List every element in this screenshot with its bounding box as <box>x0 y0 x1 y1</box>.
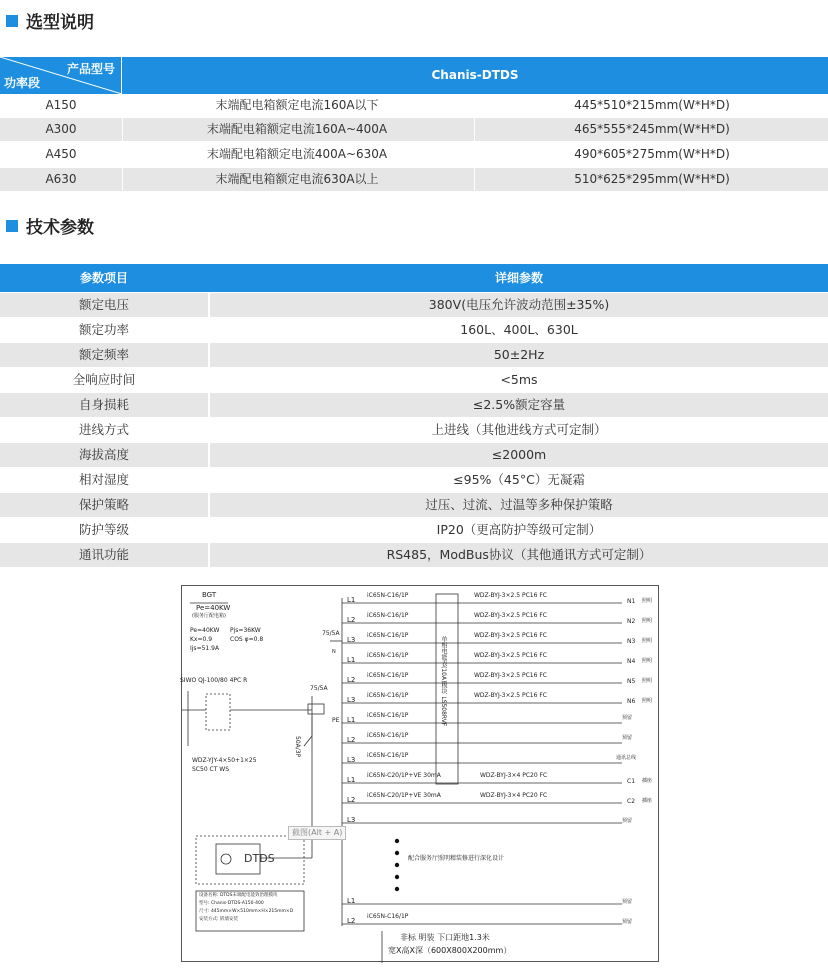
breaker-label: iC65N-C16/1P <box>367 692 409 699</box>
table-row <box>0 443 828 467</box>
pe-note: (服务厅配电箱) <box>192 613 226 619</box>
cable-label: WDZ-BYJ-3×2.5 PC16 FC <box>474 692 547 699</box>
param-value: 160L、400L、630L <box>460 322 578 337</box>
phase-label: L2 <box>347 917 356 925</box>
screenshot-hint-overlay: 截图(Alt + A) <box>288 826 346 840</box>
desc-cell: 末端配电箱额定电流160A~400A <box>206 122 388 136</box>
power-cell: A300 <box>45 122 77 136</box>
main-switch-label: SIWO QJ-100/80 4PC R <box>180 677 248 684</box>
phase-label: L3 <box>347 756 356 764</box>
circuit-label: N4 <box>627 658 636 665</box>
incoming-cable-label: WDZ-YJY-4×50+1×25 <box>192 757 257 764</box>
use-label: 插座 <box>642 798 653 804</box>
pjs-label: Pjs=36KW <box>230 627 261 634</box>
cable-label: WDZ-BYJ-3×2.5 PC16 FC <box>474 632 547 639</box>
spd-rating: 75/5A <box>322 630 340 637</box>
use-label: 照明 <box>642 618 653 624</box>
param-value: 50±2Hz <box>493 347 545 362</box>
dtds-module-label: DTDS <box>244 852 275 865</box>
table-row <box>0 418 828 442</box>
spec-line: 型号: Chanis-DTDS-A150-400 <box>199 901 264 906</box>
param-item: 相对湿度 <box>78 472 129 487</box>
selection-section-title <box>6 8 94 33</box>
desc-cell: 末端配电箱额定电流400A~630A <box>206 147 388 161</box>
use-label: 照明 <box>642 658 653 664</box>
use-label: 照明 <box>642 638 653 644</box>
phase-label: L1 <box>347 596 356 604</box>
pe2-label: Pe=40KW <box>190 627 220 634</box>
cable-label: WDZ-BYJ-3×2.5 PC16 FC <box>474 592 547 599</box>
breaker-label: iC65N-C16/1P <box>367 732 409 739</box>
param-value: 上进线（其他进线方式可定制） <box>431 422 607 437</box>
cos-label: COS φ=0.8 <box>230 636 264 643</box>
section-square-icon <box>6 15 18 27</box>
pe-label: Pe=40KW <box>196 604 231 612</box>
spec-line: 尺寸: 445mm×W×510mm×H×215mm×D <box>199 909 294 914</box>
selection-table-header <box>0 57 828 94</box>
breaker-label: iC65N-C16/1P <box>367 672 409 679</box>
ijs-label: Ijs=51.9A <box>190 645 220 652</box>
size-cell: 510*625*295mm(W*H*D) <box>574 172 730 186</box>
phase-label: L1 <box>347 776 356 784</box>
head-item: 参数项目 <box>79 271 128 285</box>
use-label: 预留 <box>622 919 633 925</box>
table-row <box>0 393 828 417</box>
breaker-label: iC65N-C16/1P <box>367 913 409 920</box>
desc-cell: 末端配电箱额定电流630A以上 <box>215 172 379 186</box>
cable-label: WDZ-BYJ-3×2.5 PC16 FC <box>474 672 547 679</box>
circuit-label: N1 <box>627 598 636 605</box>
phase-label: L1 <box>347 897 356 905</box>
param-value: IP20（更高防护等级可定制） <box>436 522 602 537</box>
table-row <box>0 518 828 542</box>
param-item: 海拔高度 <box>78 447 129 462</box>
phase-label: L3 <box>347 696 356 704</box>
cable-label: WDZ-BYJ-3×2.5 PC16 FC <box>474 612 547 619</box>
table-row <box>0 343 828 367</box>
use-label: 通讯总线 <box>616 755 637 761</box>
phase-label: L2 <box>347 736 356 744</box>
param-item: 额定频率 <box>78 347 129 362</box>
breaker-label: iC65N-C16/1P <box>367 652 409 659</box>
breaker-label: iC65N-C16/1P <box>367 632 409 639</box>
head-detail: 详细参数 <box>494 271 543 285</box>
table-row <box>0 118 828 141</box>
use-label: 预留 <box>622 715 633 721</box>
use-label: 照明 <box>642 698 653 704</box>
breaker-label: iC65N-C16/1P <box>367 612 409 619</box>
param-value: RS485，ModBus协议（其他通讯方式可定制） <box>386 547 652 562</box>
box-name: BGT <box>202 591 217 599</box>
params-table-header <box>0 264 828 292</box>
corner-product-model: 产品型号 <box>66 62 115 76</box>
param-item: 进线方式 <box>78 422 129 437</box>
kx-label: Kx=0.9 <box>190 636 213 643</box>
cable-label: WDZ-BYJ-3×2.5 PC16 FC <box>474 652 547 659</box>
param-value: ≤2.5%额定容量 <box>472 397 566 412</box>
use-label: 预留 <box>622 818 633 824</box>
spec-line: 设备名称: DTDS末端配电能效治理模块 <box>199 893 278 898</box>
param-value: ≤95%（45°C）无凝霜 <box>453 472 585 487</box>
use-label: 照明 <box>642 598 653 604</box>
table-row <box>0 318 828 342</box>
cable-label: WDZ-BYJ-3×4 PC20 FC <box>480 792 548 799</box>
param-item: 防护等级 <box>78 522 129 537</box>
circuit-label: N5 <box>627 678 636 685</box>
param-item: 保护策略 <box>78 497 129 512</box>
power-cell: A450 <box>45 147 77 161</box>
table-row <box>0 168 828 191</box>
size-cell: 465*555*245mm(W*H*D) <box>574 122 730 136</box>
param-item: 额定电压 <box>78 297 129 312</box>
pe-bar-label: PE <box>332 717 340 724</box>
phase-label: L3 <box>347 816 356 824</box>
spd-n-label: N <box>332 649 336 655</box>
use-label: 预留 <box>622 735 633 741</box>
tech-section-title <box>6 213 94 238</box>
table-row <box>0 143 828 166</box>
wiring-schematic <box>181 585 659 962</box>
phase-label: L2 <box>347 616 356 624</box>
breaker-label: iC65N-C20/1P+VE 30mA <box>367 772 441 779</box>
phase-label: L1 <box>347 716 356 724</box>
breaker-label: iC65N-C16/1P <box>367 592 409 599</box>
main-breaker-label: 50A/3P <box>294 736 301 758</box>
param-item: 全响应时间 <box>72 372 136 387</box>
selection-title-text: 选型说明 <box>26 13 94 33</box>
table-row <box>0 543 828 567</box>
table-row <box>0 94 828 117</box>
use-label: 照明 <box>642 678 653 684</box>
table-row <box>0 368 828 392</box>
product-model-header: Chanis-DTDS <box>431 68 519 82</box>
phase-label: L2 <box>347 796 356 804</box>
circuit-label: N3 <box>627 638 636 645</box>
circuit-label: N2 <box>627 618 636 625</box>
size-cell: 445*510*215mm(W*H*D) <box>574 98 730 112</box>
circuit-label: C2 <box>627 798 636 805</box>
table-row <box>0 468 828 492</box>
param-item: 通讯功能 <box>78 547 129 562</box>
power-cell: A150 <box>45 98 77 112</box>
header-corner-cell <box>0 57 122 94</box>
section-square-icon <box>6 220 18 232</box>
circuit-label: N6 <box>627 698 636 705</box>
breaker-label: iC65N-C16/1P <box>367 712 409 719</box>
table-row <box>0 493 828 517</box>
param-value: ≤2000m <box>491 447 547 462</box>
param-value: <5ms <box>500 372 538 387</box>
footer-size-note: 宽X高X深（600X800X200mm） <box>388 946 512 955</box>
meter-module-label: 单相电能表(10A)模块 LS508RVF <box>440 636 447 727</box>
phase-label: L3 <box>347 636 356 644</box>
use-label: 预留 <box>622 899 633 905</box>
incoming-conduit-label: SC50 CT WS <box>192 766 230 773</box>
phase-label: L2 <box>347 676 356 684</box>
desc-cell: 末端配电箱额定电流160A以下 <box>215 98 379 112</box>
spec-line: 安装方式: 嵌墙安装 <box>199 917 238 922</box>
footer-install-note: 非标 明装 下口距地1.3米 <box>400 933 490 942</box>
spd-rating2: 75/5A <box>310 685 328 692</box>
circuit-label: C1 <box>627 778 636 785</box>
breaker-label: iC65N-C20/1P+VE 30mA <box>367 792 441 799</box>
phase-label: L1 <box>347 656 356 664</box>
size-cell: 490*605*275mm(W*H*D) <box>574 147 730 161</box>
table-row <box>0 293 828 317</box>
corner-power-range: 功率段 <box>4 76 41 90</box>
param-item: 额定功率 <box>78 322 129 337</box>
use-label: 插座 <box>642 778 653 784</box>
breaker-label: iC65N-C16/1P <box>367 752 409 759</box>
tech-title-text: 技术参数 <box>26 218 94 238</box>
param-item: 自身损耗 <box>78 397 129 412</box>
cable-label: WDZ-BYJ-3×4 PC20 FC <box>480 772 548 779</box>
param-value: 过压、过流、过温等多种保护策略 <box>425 497 613 512</box>
param-value: 380V(电压允许波动范围±35%) <box>428 297 610 312</box>
power-cell: A630 <box>45 172 77 186</box>
design-note: 配合服务厅照明精装修进行深化设计 <box>408 855 505 862</box>
